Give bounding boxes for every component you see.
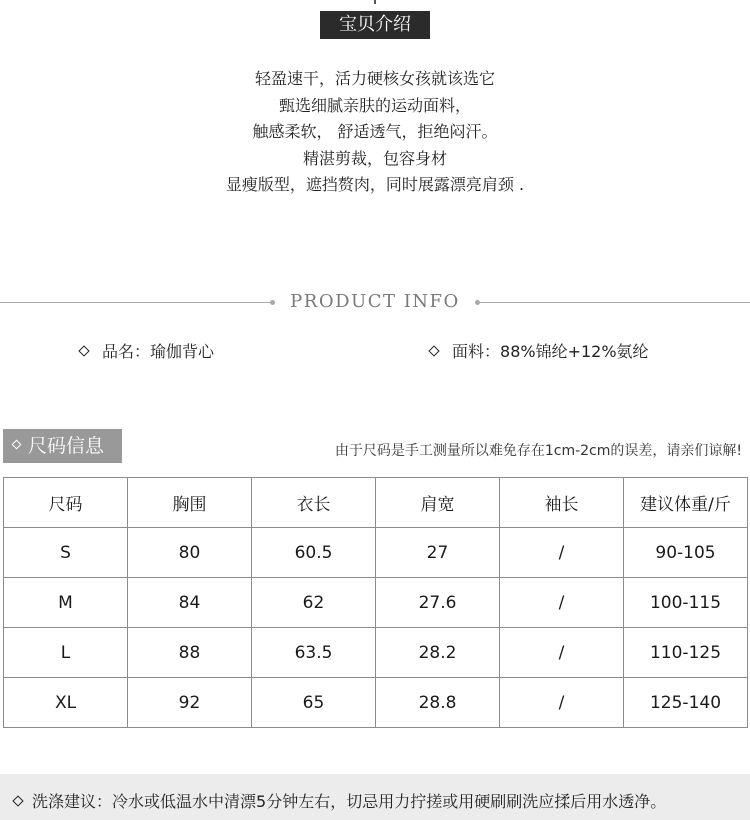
header-length: 衣长 <box>252 478 376 528</box>
header-shoulder: 肩宽 <box>376 478 500 528</box>
intro-line: 精湛剪裁，包容身材 <box>302 148 447 168</box>
size-chart-table <box>3 477 748 728</box>
table-cell: L <box>4 628 128 678</box>
diamond-bullet-icon <box>428 345 439 356</box>
header-bust: 胸围 <box>128 478 252 528</box>
table-cell: M <box>4 578 128 628</box>
intro-line: 甄选细腻亲肤的运动面料， <box>278 95 471 115</box>
table-cell: 110-125 <box>624 628 748 678</box>
table-cell: / <box>500 628 624 678</box>
table-cell: 27 <box>376 528 500 578</box>
intro-line: 触感柔软， 舒适透气，拒绝闷汗。 <box>252 122 498 141</box>
fabric-label: 面料： <box>452 342 501 361</box>
table-cell: 100-115 <box>624 578 748 628</box>
header-size: 尺码 <box>4 478 128 528</box>
care-instructions: 冷水或低温水中清漂5分钟左右，切忌用力拧搓或用硬刷刷洗应揉后用水透净。 <box>112 792 667 811</box>
product-info-title: PRODUCT INFO <box>290 291 460 312</box>
table-row <box>4 578 748 628</box>
product-info-dot-left <box>270 300 275 305</box>
product-name-value: 瑜伽背心 <box>150 342 215 361</box>
care-label: 洗涤建议： <box>32 792 113 811</box>
intro-description <box>0 66 750 199</box>
table-cell: 28.8 <box>376 678 500 728</box>
table-cell: 28.2 <box>376 628 500 678</box>
table-header-row <box>4 478 748 528</box>
product-name-label: 品名： <box>102 342 151 361</box>
product-info-rule-right <box>480 302 750 303</box>
header-weight: 建议体重/斤 <box>624 478 748 528</box>
table-cell: 92 <box>128 678 252 728</box>
diamond-bullet-icon <box>12 440 22 450</box>
table-cell: 125-140 <box>624 678 748 728</box>
header-sleeve: 袖长 <box>500 478 624 528</box>
table-cell: S <box>4 528 128 578</box>
fabric-value: 88%锦纶+12%氨纶 <box>500 342 649 361</box>
table-cell: 63.5 <box>252 628 376 678</box>
table-cell: / <box>500 578 624 628</box>
size-measurement-note: 由于尺码是手工测量所以难免存在1cm-2cm的误差，请亲们谅解! <box>334 443 742 459</box>
top-divider-stub <box>374 0 376 4</box>
diamond-bullet-icon <box>12 795 23 806</box>
intro-line: 轻盈速干，活力硬核女孩就该选它 <box>254 69 495 88</box>
table-row <box>4 528 748 578</box>
table-cell: 90-105 <box>624 528 748 578</box>
size-info-title: 尺码信息 <box>28 435 105 457</box>
fabric-item <box>430 341 649 363</box>
table-cell: 80 <box>128 528 252 578</box>
table-row <box>4 678 748 728</box>
product-info-rule-left <box>0 302 272 303</box>
intro-title-badge: 宝贝介绍 <box>320 11 430 39</box>
table-cell: 60.5 <box>252 528 376 578</box>
table-cell: 88 <box>128 628 252 678</box>
table-cell: / <box>500 528 624 578</box>
table-row <box>4 628 748 678</box>
table-cell: / <box>500 678 624 728</box>
care-advice <box>14 791 666 813</box>
table-cell: 62 <box>252 578 376 628</box>
table-cell: 84 <box>128 578 252 628</box>
product-name-item <box>80 341 214 363</box>
size-info-badge <box>3 429 122 463</box>
table-cell: XL <box>4 678 128 728</box>
intro-line: 显瘦版型，遮挡赘肉，同时展露漂亮肩颈 . <box>225 175 525 194</box>
diamond-bullet-icon <box>78 345 89 356</box>
table-cell: 27.6 <box>376 578 500 628</box>
table-cell: 65 <box>252 678 376 728</box>
